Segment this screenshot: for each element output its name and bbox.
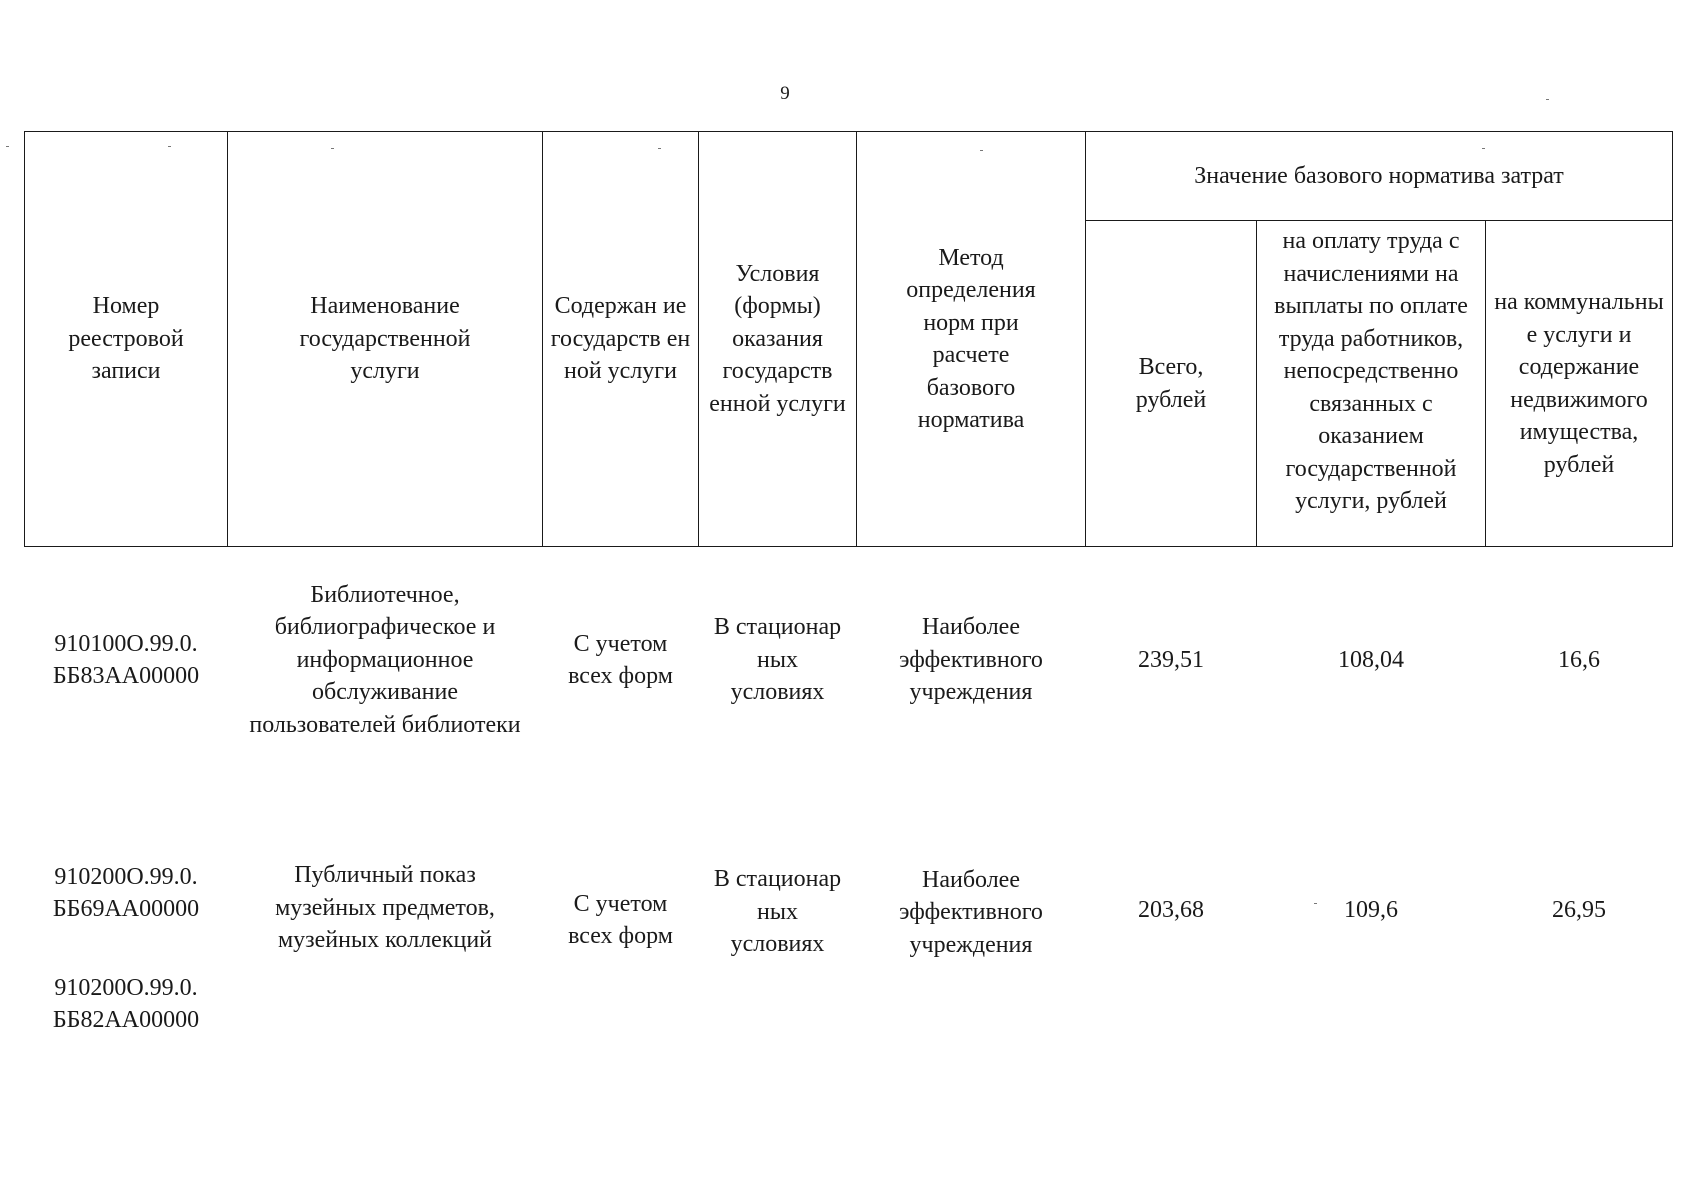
header-base-norm-group-text: Значение базового норматива затрат bbox=[1194, 162, 1564, 189]
header-utilities bbox=[1485, 220, 1673, 547]
row-2-registry-number-alt bbox=[24, 969, 228, 1039]
header-service-content bbox=[542, 131, 699, 547]
scan-speck bbox=[6, 146, 9, 147]
row-1-service-conditions bbox=[698, 590, 857, 730]
header-service-name bbox=[227, 131, 543, 547]
row-1-utilities-text: 16,6 bbox=[1558, 646, 1600, 673]
row-1-method bbox=[856, 560, 1086, 760]
row-2-service-conditions-text: В стационар ных условиях bbox=[713, 866, 842, 958]
row-2-utilities bbox=[1485, 890, 1673, 930]
row-1-service-conditions-text: В стационар ных условиях bbox=[713, 614, 842, 706]
row-1-service-content-text: С учетом всех форм bbox=[568, 630, 673, 689]
row-2-method-text: Наиболее эффективного учреждения bbox=[899, 866, 1043, 958]
header-service-name-text: Наименование государственной услуги bbox=[299, 293, 471, 385]
row-1-total bbox=[1085, 560, 1257, 760]
row-2-labor-text: 109,6 bbox=[1344, 896, 1398, 923]
row-2-service-conditions bbox=[698, 842, 857, 982]
scan-speck bbox=[331, 148, 334, 149]
scan-speck bbox=[658, 148, 661, 149]
row-1-utilities bbox=[1485, 560, 1673, 760]
header-total-text: Всего, рублей bbox=[1135, 354, 1207, 413]
row-1-labor bbox=[1256, 560, 1486, 760]
scan-speck bbox=[1314, 903, 1317, 904]
row-1-service-name bbox=[227, 560, 543, 760]
header-utilities-text: на коммунальны е услуги и содержание недвижимого имущества, рублей bbox=[1494, 289, 1664, 478]
row-2-total bbox=[1085, 890, 1257, 930]
row-2-service-name-text: Публичный показ музейных предметов, музейных коллекций bbox=[275, 862, 495, 954]
row-2-method bbox=[856, 860, 1086, 965]
header-service-conditions bbox=[698, 131, 857, 547]
row-1-service-content bbox=[542, 560, 699, 760]
row-2-total-text: 203,68 bbox=[1138, 896, 1204, 923]
scan-speck bbox=[1482, 148, 1485, 149]
row-1-registry-number-text: 910100О.99.0. ББ83АА00000 bbox=[52, 630, 200, 689]
row-2-registry-number bbox=[24, 858, 228, 928]
header-method-text: Метод определения норм при расчете базового норматива bbox=[906, 244, 1036, 433]
row-1-service-name-text: Библиотечное, библиографическое и информационное обслуживание пользователей библиотеки bbox=[249, 581, 521, 738]
row-1-labor-text: 108,04 bbox=[1338, 646, 1404, 673]
header-labor-text: на оплату труда с начислениями на выплаты по оплате труда работников, непосредственно связанных с оказанием государственной услуги, рублей bbox=[1274, 228, 1468, 514]
row-2-utilities-text: 26,95 bbox=[1552, 896, 1606, 923]
header-base-norm-group bbox=[1085, 131, 1673, 221]
row-2-labor bbox=[1256, 890, 1486, 930]
header-registry-number-text: Номер реестровой записи bbox=[68, 293, 184, 385]
row-1-registry-number bbox=[24, 560, 228, 760]
scan-speck bbox=[1546, 99, 1549, 100]
header-labor bbox=[1256, 220, 1486, 547]
header-service-content-text: Содержан ие государств енной услуги bbox=[550, 293, 691, 385]
header-total bbox=[1085, 220, 1257, 547]
page-number: 9 bbox=[780, 83, 790, 104]
scan-speck bbox=[168, 146, 171, 147]
row-1-method-text: Наиболее эффективного учреждения bbox=[899, 614, 1043, 706]
row-2-service-content bbox=[542, 870, 699, 970]
header-method bbox=[856, 131, 1086, 547]
row-2-service-name bbox=[227, 858, 543, 958]
row-2-registry-number-text: 910200О.99.0. ББ69АА00000 bbox=[52, 863, 200, 922]
header-service-conditions-text: Условия (формы) оказания государств енной услуги bbox=[709, 260, 846, 417]
row-1-total-text: 239,51 bbox=[1138, 646, 1204, 673]
header-registry-number bbox=[24, 131, 228, 547]
row-2-registry-number-alt-text: 910200О.99.0. ББ82АА00000 bbox=[52, 974, 200, 1033]
scan-speck bbox=[980, 150, 983, 151]
row-2-service-content-text: С учетом всех форм bbox=[568, 890, 673, 949]
